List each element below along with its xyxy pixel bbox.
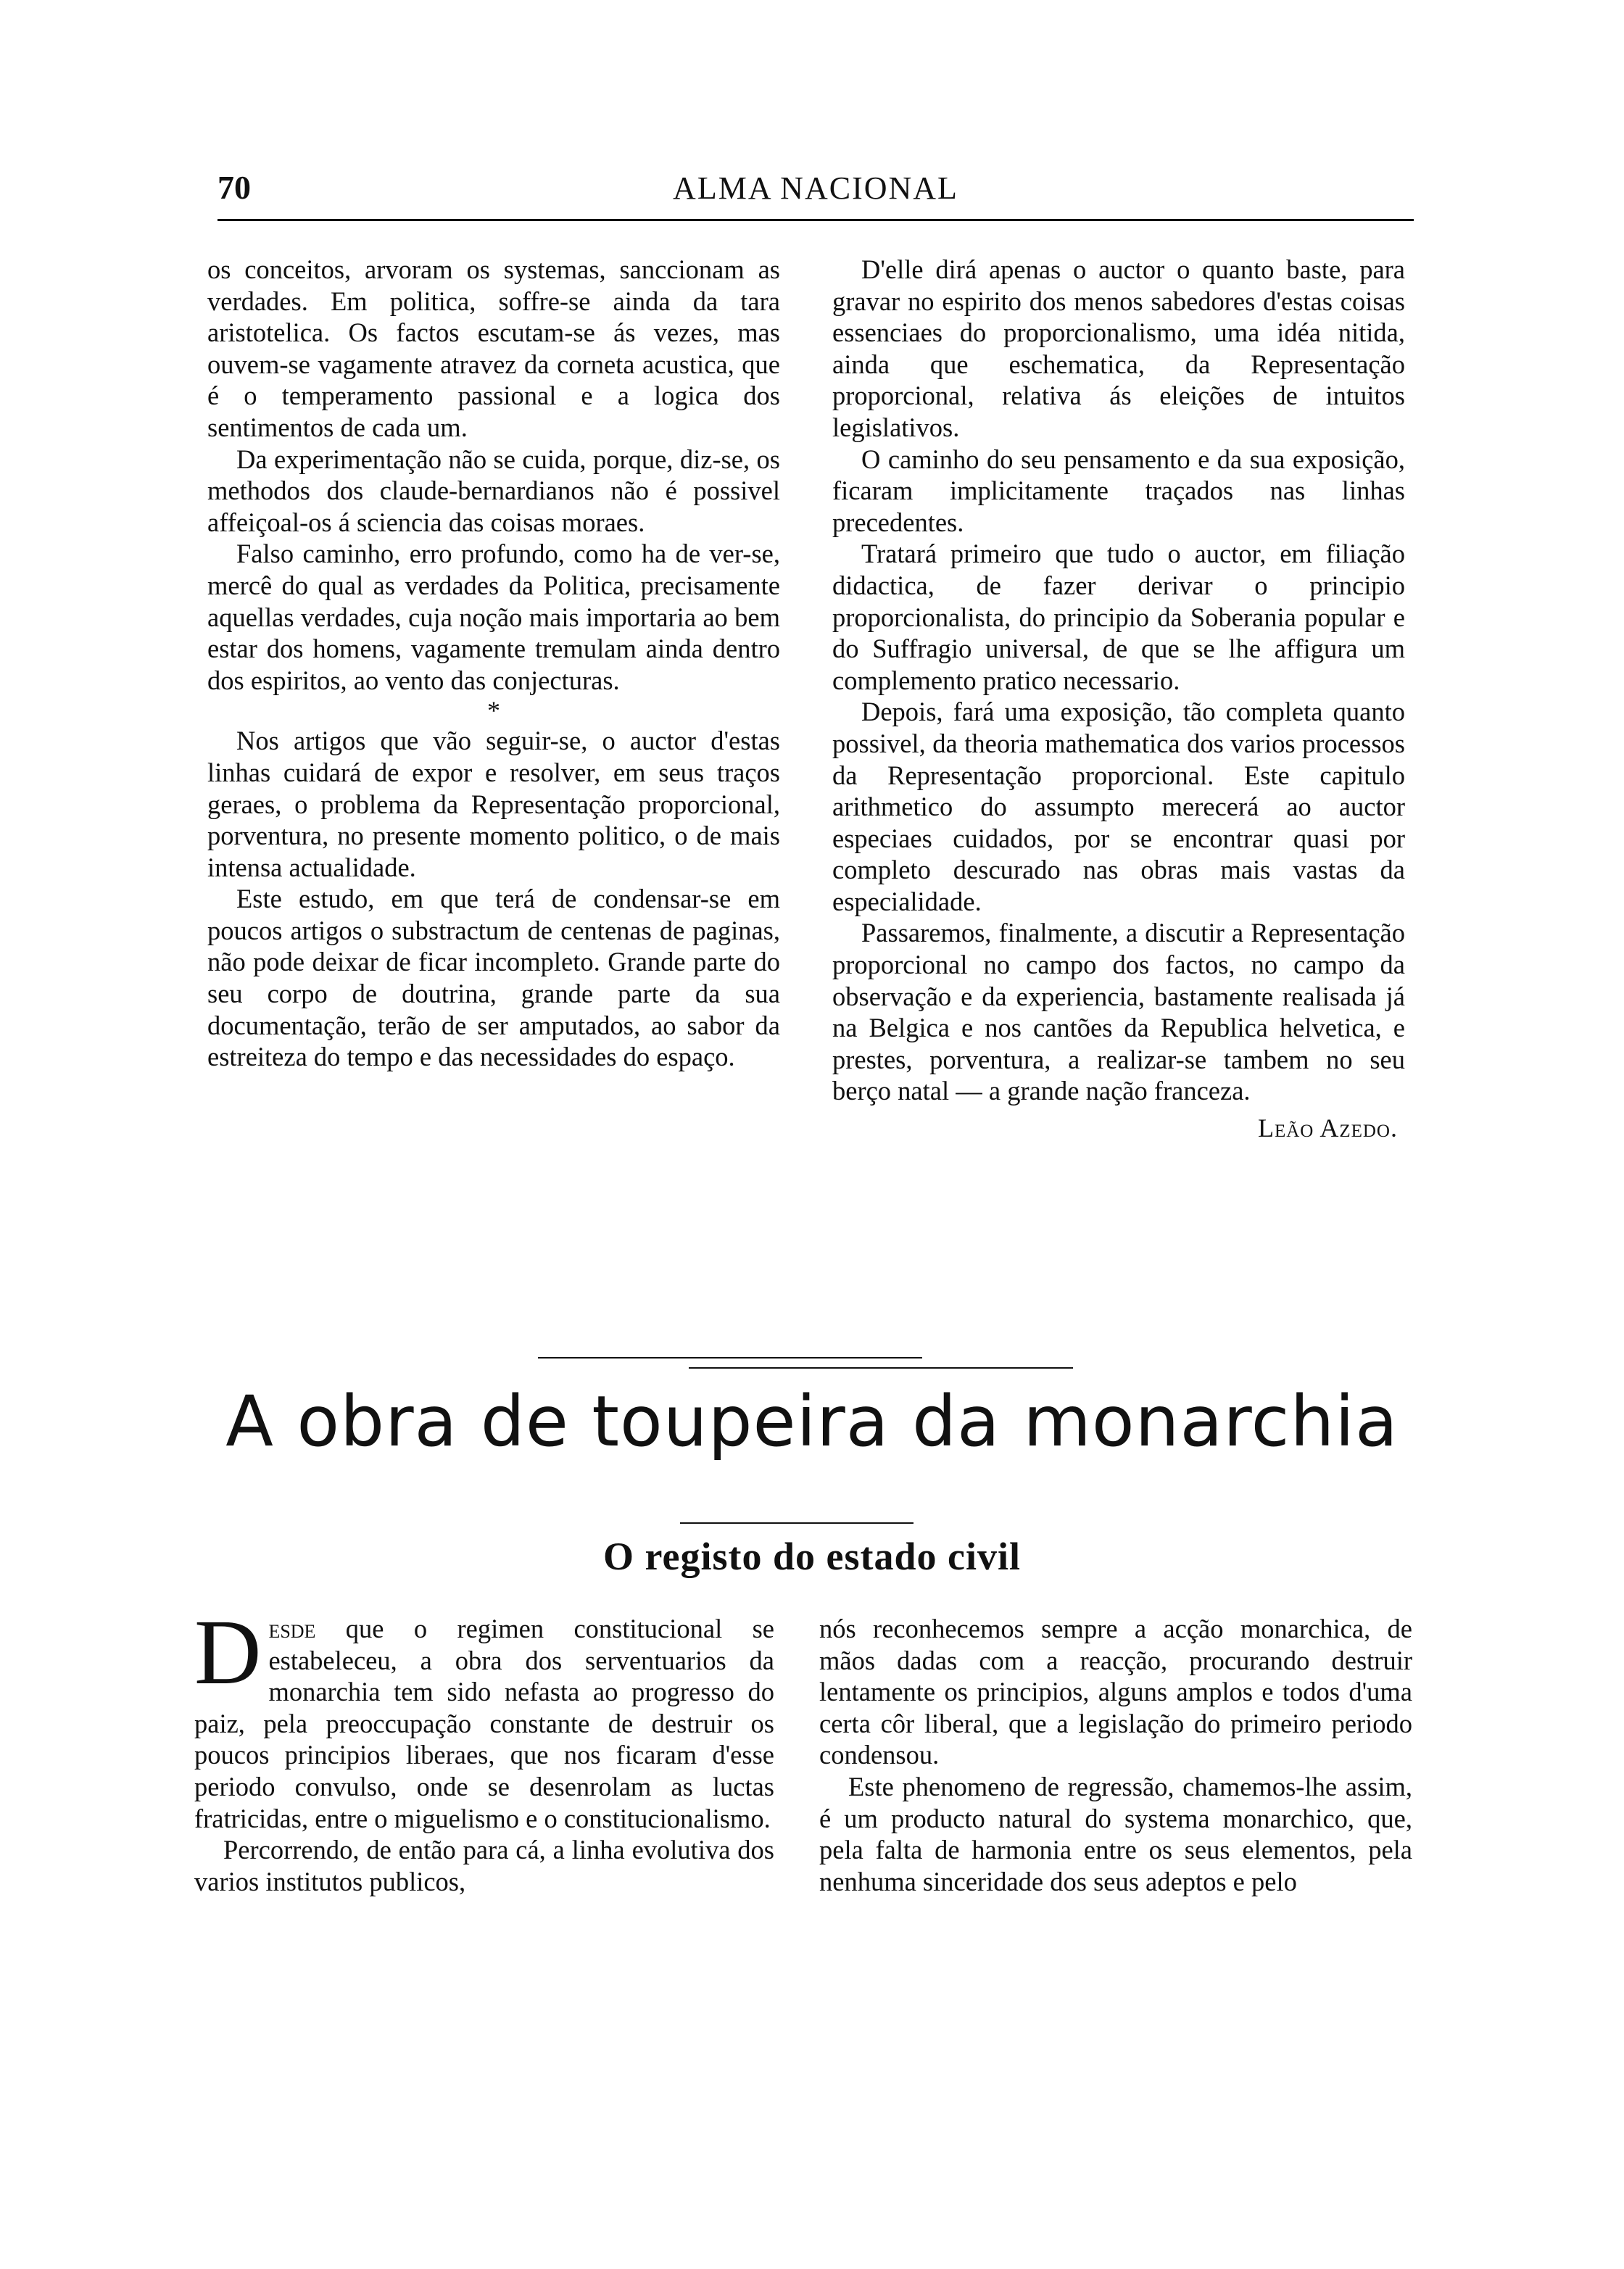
- article1-right-column: [832, 254, 1405, 1145]
- paragraph: D'elle dirá apenas o auctor o quanto baste, para gravar no espirito dos menos sabedores d'estas coisas essenciaes do proporcionalismo, uma idéa nitida, ainda que eschematica, da Representação proporcional, relativa ás eleições de intuitos legislativos.: [832, 254, 1405, 442]
- article2-left-column: [194, 1601, 774, 1897]
- page-number: 70: [218, 169, 251, 206]
- paragraph: [194, 1601, 774, 1834]
- paragraph: nós reconhecemos sempre a acção monarchica, de mãos dadas com a reacção, procurando destruir lentamente os principios, alguns amplos e todos d'uma certa côr liberal, que a legislação do primeiro periodo condensou.: [819, 1614, 1412, 1770]
- header-rule: [218, 219, 1414, 221]
- article-subheadline: O registo do estado civil: [603, 1535, 1021, 1578]
- paragraph-text: que o regimen constitucional se estabeleceu, a obra dos serventuarios da monarchia tem sido nefasta ao progresso do paiz, pela preoccupação constante de destruir os poucos principios liberaes, que nos ficaram d'esse periodo convulso, onde se desenrolam as luctas fratricidas, entre o miguelismo e o constitucionalismo.: [194, 1614, 774, 1833]
- paragraph: Da experimentação não se cuida, porque, diz-se, os methodos dos claude-bernardianos não é possivel affeiçoal-os á sciencia das coisas moraes.: [207, 444, 780, 537]
- drop-cap: D: [194, 1601, 262, 1704]
- page-header: [218, 168, 1414, 219]
- section-divider-lower: [689, 1367, 1073, 1369]
- article-headline: A obra de toupeira da monarchia: [225, 1381, 1399, 1462]
- paragraph: os conceitos, arvoram os systemas, sanccionam as verdades. Em politica, soffre-se ainda da tara aristotelica. Os factos escutam-se ás vezes, mas ouvem-se vagamente atravez da corneta acustica, que é o temperamento passional e a logica dos sentimentos de cada um.: [207, 254, 780, 442]
- article2-right-column: [819, 1613, 1412, 1897]
- section-divider-upper: [538, 1357, 922, 1359]
- paragraph: Depois, fará uma exposição, tão completa quanto possivel, da theoria mathematica dos varios processos da Representação proporcional. Este capitulo arithmetico do assumpto merecerá ao auctor especiaes cuidados, por se encontrar quasi por completo descurado nas obras mais vastas da especialidade.: [832, 697, 1405, 916]
- paragraph: Percorrendo, de então para cá, a linha evolutiva dos varios institutos publicos,: [194, 1835, 774, 1896]
- running-title: ALMA NACIONAL: [673, 170, 958, 206]
- paragraph: Nos artigos que vão seguir-se, o auctor d'estas linhas cuidará de expor e resolver, em seus traços geraes, o problema da Representação proporcional, porventura, no presente momento politico, o de mais intensa actualidade.: [207, 726, 780, 882]
- article1-left-column: [207, 254, 780, 1073]
- paragraph: O caminho do seu pensamento e da sua exposição, ficaram implicitamente traçados nas linhas precedentes.: [832, 444, 1405, 537]
- opening-smallcaps: esde: [268, 1614, 316, 1643]
- paragraph: Falso caminho, erro profundo, como ha de ver-se, mercê do qual as verdades da Politica, precisamente aquellas verdades, cuja noção mais importaria ao bem estar dos homens, vagamente tremulam ainda dentro dos espiritos, ao vento das conjecturas.: [207, 539, 780, 695]
- headline-rule: [680, 1522, 914, 1524]
- asterism: *: [487, 696, 500, 726]
- author-signature: Leão Azedo.: [1257, 1113, 1398, 1143]
- paragraph: Tratará primeiro que tudo o auctor, em filiação didactica, de fazer derivar o principio proporcionalista, do principio da Soberania popular e do Suffragio universal, de que se lhe affigura um complemento pratico necessario.: [832, 539, 1405, 695]
- paragraph: Passaremos, finalmente, a discutir a Representação proporcional no campo dos factos, no campo da observação e da experiencia, bastamente realisada já na Belgica e nos cantões da Republica helvetica, e prestes, porventura, a realizar-se tambem no seu berço natal — a grande nação franceza.: [832, 918, 1405, 1106]
- paragraph: Este phenomeno de regressão, chamemos-lhe assim, é um producto natural do systema monarchico, que, pela falta de harmonia entre os seus elementos, pela nenhuma sinceridade dos seus adeptos e pelo: [819, 1771, 1412, 1896]
- paragraph: Este estudo, em que terá de condensar-se em poucos artigos o substractum de centenas de paginas, não pode deixar de ficar incompleto. Grande parte do seu corpo de doutrina, grande parte da sua documentação, terão de ser amputados, ao sabor da estreiteza do tempo e das necessidades do espaço.: [207, 884, 780, 1072]
